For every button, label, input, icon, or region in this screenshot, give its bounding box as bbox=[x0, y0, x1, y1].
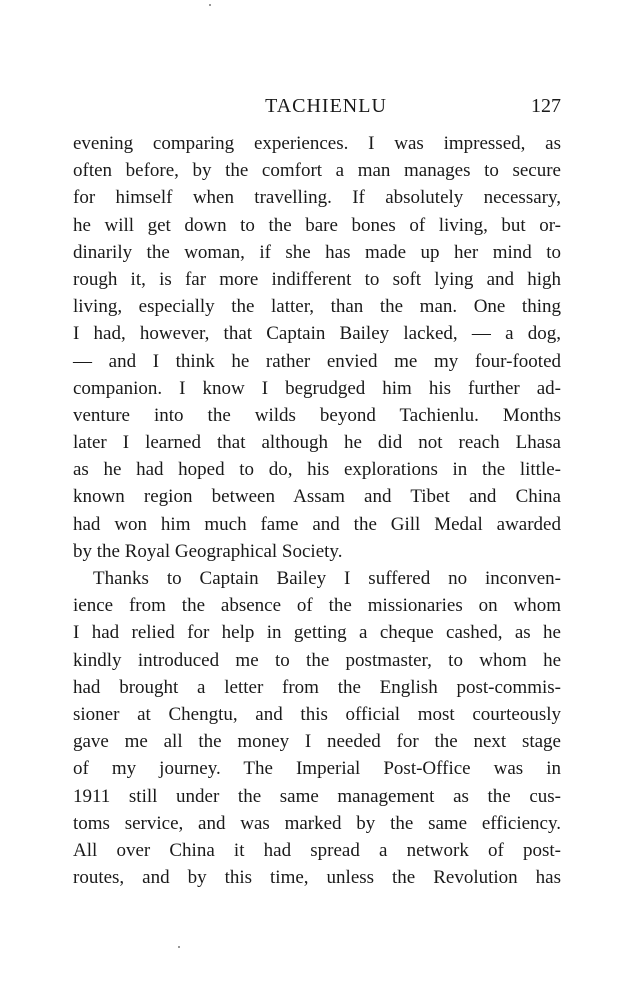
text-line: toms service, and was marked by the same efficiency. bbox=[73, 812, 561, 834]
text-line: venture into the wilds beyond Tachienlu. Months bbox=[73, 404, 561, 426]
text-line: sioner at Chengtu, and this official most courteously bbox=[73, 703, 561, 725]
text-line: I had, however, that Captain Bailey lacked, — a dog, bbox=[73, 323, 561, 345]
text-line: dinarily the woman, if she has made up her mind to bbox=[73, 241, 561, 263]
text-line: had won him much fame and the Gill Medal awarded bbox=[73, 513, 561, 535]
text-line: known region between Assam and Tibet and China bbox=[73, 486, 561, 508]
text-line: later I learned that although he did not reach Lhasa bbox=[73, 432, 561, 454]
paragraph-end-line: by the Royal Geographical Society. bbox=[73, 540, 343, 562]
text-line: for himself when travelling. If absolutely necessary, bbox=[73, 187, 561, 209]
paragraph-start-line: Thanks to Captain Bailey I suffered no inconven- bbox=[93, 568, 561, 589]
text-line: living, especially the latter, than the man. One thing bbox=[73, 296, 561, 318]
text-line: he will get down to the bare bones of living, but or- bbox=[73, 214, 561, 236]
text-line: had brought a letter from the English post-commis- bbox=[73, 676, 561, 698]
text-line: 1911 still under the same management as the cus- bbox=[73, 785, 561, 807]
text-line: kindly introduced me to the postmaster, to whom he bbox=[73, 649, 561, 671]
running-header bbox=[73, 92, 561, 120]
text-line: — and I think he rather envied me my four-footed bbox=[73, 350, 561, 372]
text-line: routes, and by this time, unless the Revolution has bbox=[73, 867, 561, 889]
body-text bbox=[73, 130, 561, 891]
scan-speck bbox=[178, 946, 180, 948]
running-title: TACHIENLU bbox=[265, 95, 387, 117]
text-line: gave me all the money I needed for the next stage bbox=[73, 731, 561, 753]
text-line: as he had hoped to do, his explorations in the little- bbox=[73, 459, 561, 481]
text-line: All over China it had spread a network of post- bbox=[73, 839, 561, 861]
text-line: often before, by the comfort a man manages to secure bbox=[73, 160, 561, 182]
scan-speck bbox=[209, 4, 211, 6]
text-line: of my journey. The Imperial Post-Office was in bbox=[73, 758, 561, 780]
text-line: rough it, is far more indifferent to soft lying and high bbox=[73, 268, 561, 290]
text-line: ience from the absence of the missionaries on whom bbox=[73, 595, 561, 617]
page-number: 127 bbox=[531, 95, 561, 117]
text-line: I had relied for help in getting a cheque cashed, as he bbox=[73, 622, 561, 644]
text-line: evening comparing experiences. I was impressed, as bbox=[73, 133, 561, 154]
text-line: companion. I know I begrudged him his further ad- bbox=[73, 377, 561, 399]
